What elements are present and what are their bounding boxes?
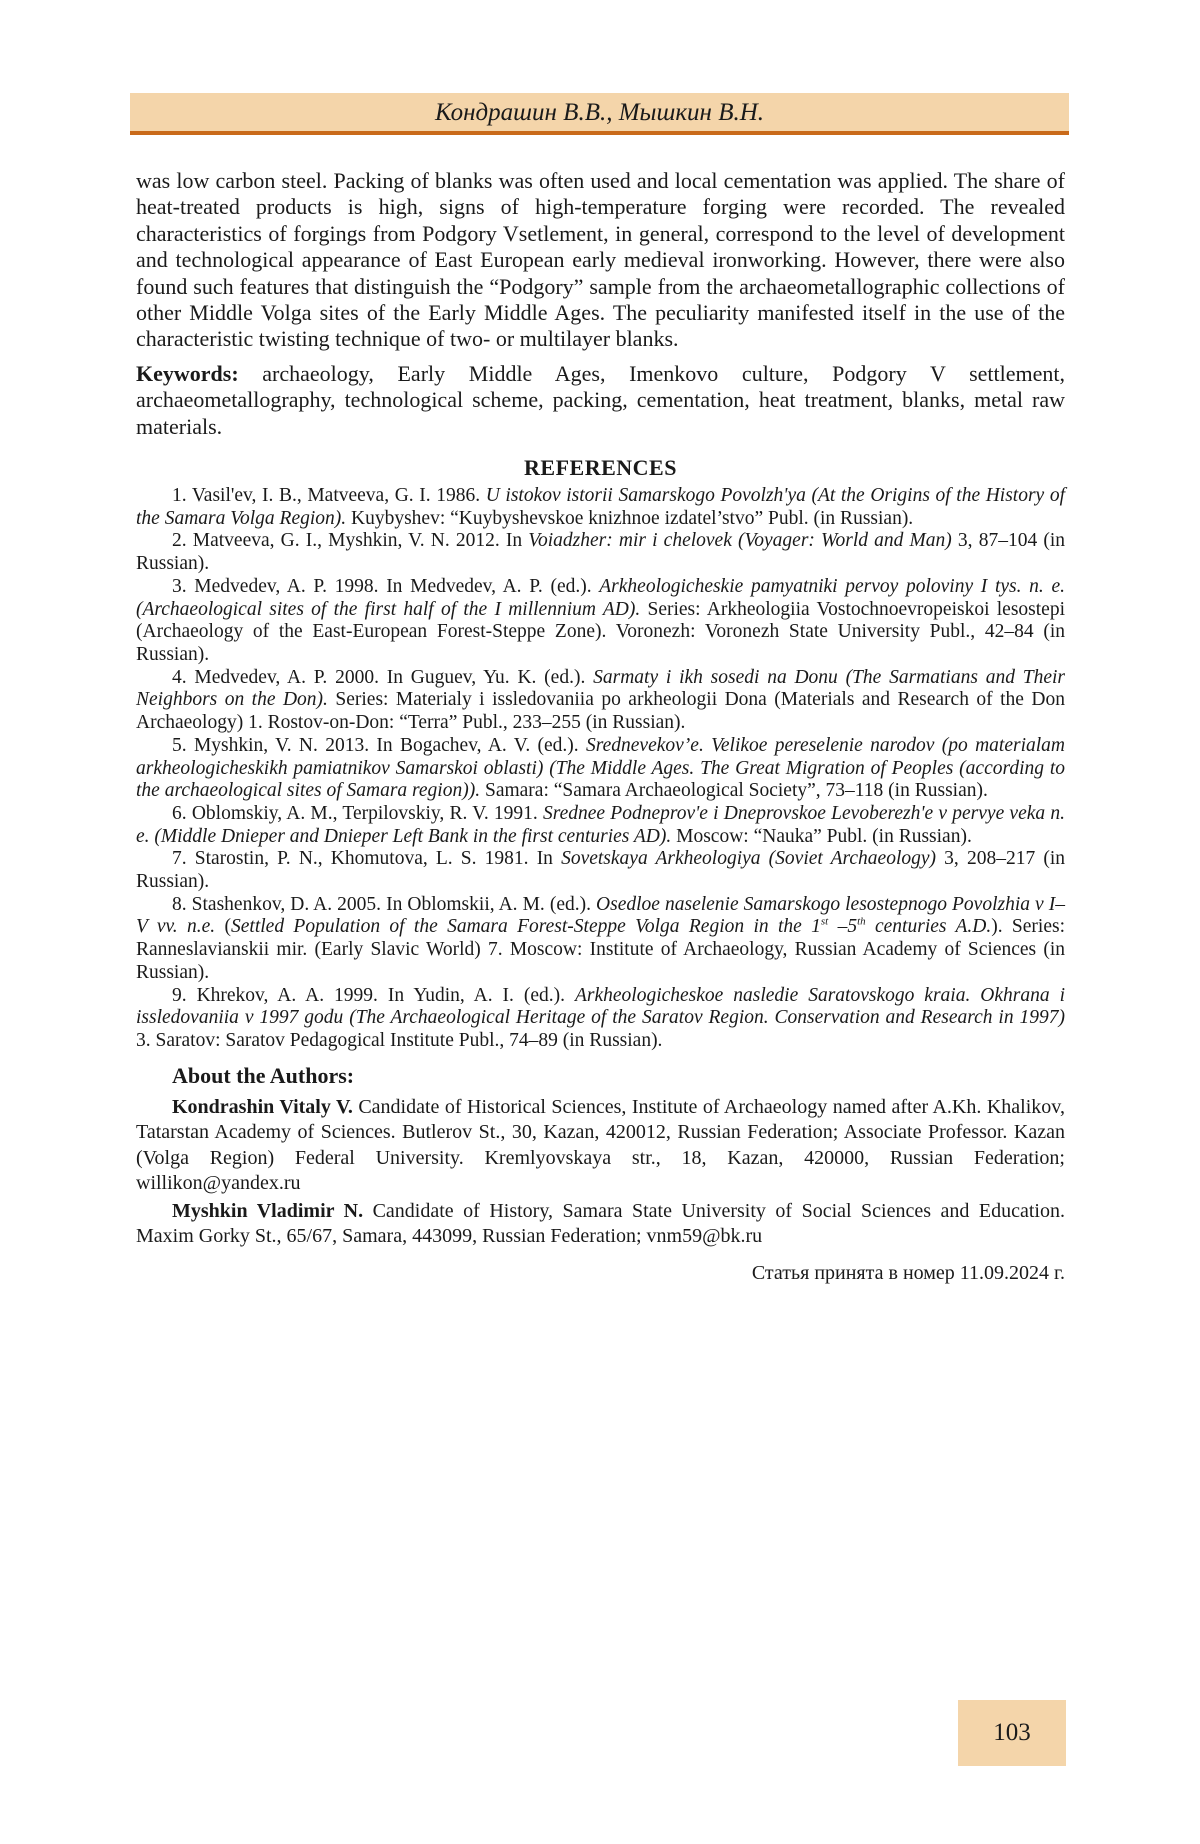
running-header <box>130 93 1069 135</box>
author-entry: Myshkin Vladimir N. Candidate of History, Samara State University of Social Sciences and Education. Maxim Gorky St., 65/67, Samara, 443099, Russian Federation; vnm59@bk.ru <box>136 1199 1065 1250</box>
reference-item: 7. Starostin, P. N., Khomutova, L. S. 1981. In Sovetskaya Arkheologiya (Soviet Archaeology) 3, 208–217 (in Russian). <box>136 848 1065 893</box>
accepted-date: Статья принята в номер 11.09.2024 г. <box>136 1260 1065 1286</box>
reference-item: 6. Oblomskiy, A. M., Terpilovskiy, R. V. 1991. Srednee Podneprov'e i Dneprovskoe Levoberezh'e v pervye veka n. e. (Middle Dnieper and Dnieper Left Bank in the first centuries AD). Moscow: “Nauka” Publ. (in Russian). <box>136 803 1065 848</box>
reference-item: 2. Matveeva, G. I., Myshkin, V. N. 2012. In Voiadzher: mir i chelovek (Voyager: World and Man) 3, 87–104 (in Russian). <box>136 530 1065 575</box>
reference-item: 1. Vasil'ev, I. B., Matveeva, G. I. 1986. U istokov istorii Samarskogo Povolzh'ya (At the Origins of the History of the Samara Volga Region). Kuybyshev: “Kuybyshevskoe knizhnoe izdatel’stvo” Publ. (in Russian). <box>136 485 1065 530</box>
running-title: Кондрашин В.В., Мышкин В.Н. <box>435 99 764 126</box>
keywords-text: archaeology, Early Middle Ages, Imenkovo culture, Podgory V settlement, archaeometallography, technological scheme, packing, cementation, heat treatment, blanks, metal raw materials. <box>136 361 1065 439</box>
page-number: 103 <box>958 1700 1066 1766</box>
about-authors-heading: About the Authors: <box>172 1063 1065 1089</box>
author-name: Kondrashin Vitaly V. <box>172 1096 353 1118</box>
abstract-text: was low carbon steel. Packing of blanks was often used and local cementation was applied. The share of heat-treated products is high, signs of high-temperature forging were recorded. The revealed characteristics of forgings from Podgory Vsetlement, in general, correspond to the level of development and technological appearance of East European early medieval ironworking. However, there were also found such features that distinguish the “Podgory” sample from the archaeometallographic collections of other Middle Volga sites of the Early Middle Ages. The peculiarity manifested itself in the use of the characteristic twisting technique of two- or multilayer blanks. <box>136 168 1065 353</box>
reference-item: 3. Medvedev, A. P. 1998. In Medvedev, A. P. (ed.). Arkheologicheskie pamyatniki pervoy poloviny I tys. n. e. (Archaeological sites of the first half of the I millennium AD). Series: Arkheologiia Vostochnoevropeiskoi lesostepi (Archaeology of the East-European Forest-Steppe Zone). Voronezh: Voronezh State University Publ., 42–84 (in Russian). <box>136 576 1065 667</box>
author-name: Myshkin Vladimir N. <box>172 1200 363 1222</box>
keywords <box>136 361 1065 440</box>
reference-item: 5. Myshkin, V. N. 2013. In Bogachev, A. V. (ed.). Srednevekov’e. Velikoe pereselenie narodov (po materialam arkheologicheskikh pamiatnikov Samarskoi oblasti) (The Middle Ages. The Great Migration of Peoples (according to the archaeological sites of Samara region)). Samara: “Samara Archaeological Society”, 73–118 (in Russian). <box>136 735 1065 803</box>
references-list <box>136 485 1065 1053</box>
reference-item: 4. Medvedev, A. P. 2000. In Guguev, Yu. K. (ed.). Sarmaty i ikh sosedi na Donu (The Sarmatians and Their Neighbors on the Don). Series: Materialy i issledovaniia po arkheologii Dona (Materials and Research of the Don Archaeology) 1. Rostov-on-Don: “Terra” Publ., 233–255 (in Russian). <box>136 667 1065 735</box>
references-heading: REFERENCES <box>136 454 1065 482</box>
reference-item: 9. Khrekov, A. A. 1999. In Yudin, A. I. (ed.). Arkheologicheskoe nasledie Saratovskogo kraia. Okhrana i issledovaniia v 1997 godu (The Archaeological Heritage of the Saratov Region. Conservation and Research in 1997) 3. Saratov: Saratov Pedagogical Institute Publ., 74–89 (in Russian). <box>136 985 1065 1053</box>
author-entry: Kondrashin Vitaly V. Candidate of Historical Sciences, Institute of Archaeology named after A.Kh. Khalikov, Tatarstan Academy of Sciences. Butlerov St., 30, Kazan, 420012, Russian Federation; Associate Professor. Kazan (Volga Region) Federal University. Kremlyovskaya str., 18, Kazan, 420000, Russian Federation; willikon@yandex.ru <box>136 1095 1065 1197</box>
page-content <box>136 168 1065 1286</box>
reference-item: 8. Stashenkov, D. A. 2005. In Oblomskii, A. M. (ed.). Osedloe naselenie Samarskogo lesostepnogo Povolzhia v I–V vv. n.e. (Settled Population of the Samara Forest-Steppe Volga Region in the 1st –5th centuries A.D.). Series: Ranneslavianskii mir. (Early Slavic World) 7. Moscow: Institute of Archaeology, Russian Academy of Sciences (in Russian). <box>136 894 1065 985</box>
keywords-label: Keywords: <box>136 361 239 386</box>
